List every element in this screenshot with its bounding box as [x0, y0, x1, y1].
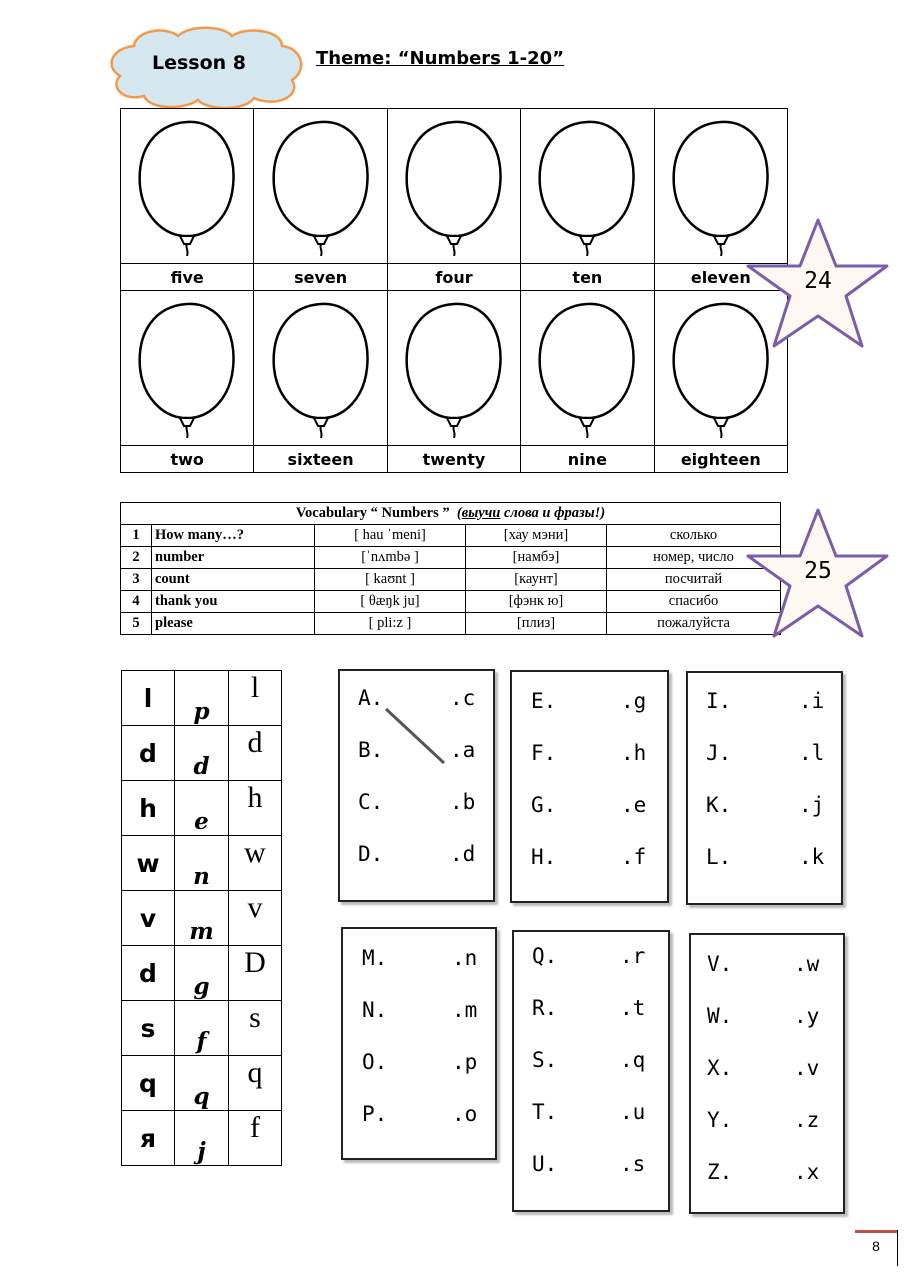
vocab-russian: спасибо: [607, 591, 781, 613]
match-pair: [707, 1108, 824, 1136]
letters-row: [122, 1056, 282, 1111]
letter-serif: l: [229, 671, 282, 726]
match-capital[interactable]: X.: [707, 1056, 733, 1080]
letter-script: g: [175, 946, 229, 1001]
match-capital[interactable]: R.: [532, 996, 558, 1020]
lesson-label: Lesson 8: [151, 52, 247, 74]
letters-row: [122, 671, 282, 726]
letter-print: d: [122, 946, 175, 1001]
letter-script: q: [175, 1056, 229, 1111]
vocab-english: thank you: [152, 591, 315, 613]
letter-print: v: [122, 891, 175, 946]
balloon-icon: [402, 298, 506, 438]
match-capital[interactable]: A.: [358, 686, 384, 710]
balloon-icon: [535, 116, 639, 256]
match-pair: [531, 793, 651, 821]
match-capital[interactable]: I.: [706, 689, 732, 713]
vocab-transliteration: [намбэ]: [466, 547, 607, 569]
balloon-label: two: [121, 446, 254, 473]
letters-row: [122, 836, 282, 891]
match-capital[interactable]: H.: [531, 845, 557, 869]
match-pair: [362, 998, 482, 1026]
balloon-cell[interactable]: [121, 109, 254, 264]
match-lowercase[interactable]: .f: [621, 845, 647, 869]
match-lowercase[interactable]: .z: [794, 1108, 820, 1132]
vocab-num: 2: [121, 547, 152, 569]
match-capital[interactable]: E.: [531, 689, 557, 713]
letter-serif: q: [229, 1056, 282, 1111]
letter-print: s: [122, 1001, 175, 1056]
balloon-cell[interactable]: [521, 291, 654, 446]
match-pair: [362, 1102, 482, 1130]
balloon-label: seven: [254, 264, 387, 291]
match-capital[interactable]: S.: [532, 1048, 558, 1072]
letters-row: [122, 781, 282, 836]
match-capital[interactable]: Y.: [707, 1108, 733, 1132]
letter-script: f: [175, 1001, 229, 1056]
match-capital[interactable]: B.: [358, 738, 384, 762]
match-lowercase[interactable]: .n: [452, 946, 478, 970]
vocabulary-title-ru-underlined: выучи: [461, 505, 501, 521]
letter-script: p: [175, 671, 229, 726]
match-lowercase[interactable]: .h: [621, 741, 647, 765]
vocab-num: 5: [121, 613, 152, 635]
match-capital[interactable]: N.: [362, 998, 388, 1022]
page-number: 8: [872, 1238, 880, 1254]
match-lowercase[interactable]: .k: [799, 845, 825, 869]
letter-serif: D: [229, 946, 282, 1001]
balloon-row: [121, 291, 788, 446]
match-lowercase[interactable]: .x: [794, 1160, 820, 1184]
match-capital[interactable]: Q.: [532, 944, 558, 968]
match-pair: [531, 689, 651, 717]
letter-script: n: [175, 836, 229, 891]
letter-print: d: [122, 726, 175, 781]
letter-script: m: [175, 891, 229, 946]
letter-print: я: [122, 1111, 175, 1166]
vocabulary-row: [121, 547, 781, 569]
match-lowercase[interactable]: .q: [620, 1048, 646, 1072]
match-lowercase[interactable]: .l: [799, 741, 825, 765]
vocab-ipa: [ pli:z ]: [315, 613, 466, 635]
match-pair: [358, 790, 480, 818]
match-lowercase[interactable]: .d: [450, 842, 476, 866]
match-pair: [707, 1056, 824, 1084]
letter-serif: f: [229, 1111, 282, 1166]
letters-row: [122, 891, 282, 946]
balloon-icon: [402, 116, 506, 256]
letters-row: [122, 1111, 282, 1166]
match-capital[interactable]: L.: [706, 845, 732, 869]
balloon-label: ten: [521, 264, 654, 291]
match-pair: [706, 845, 829, 873]
vocab-english: count: [152, 569, 315, 591]
letters-row: [122, 726, 282, 781]
match-lowercase[interactable]: .o: [452, 1102, 478, 1126]
letter-print: h: [122, 781, 175, 836]
letter-print: q: [122, 1056, 175, 1111]
match-capital[interactable]: M.: [362, 946, 388, 970]
balloon-table: [120, 108, 788, 473]
match-capital[interactable]: D.: [358, 842, 384, 866]
match-lowercase[interactable]: .m: [452, 998, 478, 1022]
letters-row: [122, 1001, 282, 1056]
vocabulary-row: [121, 591, 781, 613]
letter-print: w: [122, 836, 175, 891]
match-capital[interactable]: F.: [531, 741, 557, 765]
match-capital[interactable]: U.: [532, 1152, 558, 1176]
match-pair: [358, 842, 480, 870]
match-pair: [532, 1100, 650, 1128]
balloon-label: eighteen: [654, 446, 787, 473]
match-lowercase[interactable]: .y: [794, 1004, 820, 1028]
match-pair: [706, 689, 829, 717]
match-lowercase[interactable]: .c: [450, 686, 476, 710]
vocab-russian: номер, число: [607, 547, 781, 569]
vocab-russian: посчитай: [607, 569, 781, 591]
vocab-num: 4: [121, 591, 152, 613]
vocabulary-title: Vocabulary “ Numbers ” (выучи слова и фразы!): [121, 503, 781, 525]
match-pair: [532, 1048, 650, 1076]
vocab-ipa: [ˈnʌmbə ]: [315, 547, 466, 569]
match-pair: [532, 1152, 650, 1180]
vocab-ipa: [ hau ˈmeni]: [315, 525, 466, 547]
match-pair: [362, 1050, 482, 1078]
match-capital[interactable]: V.: [707, 952, 733, 976]
balloon-label: twenty: [387, 446, 520, 473]
balloon-row: [121, 109, 788, 264]
match-capital[interactable]: Z.: [707, 1160, 733, 1184]
balloon-label: four: [387, 264, 520, 291]
match-capital[interactable]: P.: [362, 1102, 388, 1126]
match-lowercase[interactable]: .v: [794, 1056, 820, 1080]
vocab-ipa: [ θæŋk ju]: [315, 591, 466, 613]
vocab-num: 1: [121, 525, 152, 547]
match-pair: [707, 952, 824, 980]
vocab-transliteration: [фэнк ю]: [466, 591, 607, 613]
match-pair: [532, 944, 650, 972]
match-capital[interactable]: W.: [707, 1004, 733, 1028]
balloon-label: eleven: [654, 264, 787, 291]
vocabulary-title-ru: слова и фразы!: [500, 505, 601, 521]
balloon-label-row: [121, 446, 788, 473]
letter-serif: v: [229, 891, 282, 946]
match-pair: [706, 741, 829, 769]
match-lowercase[interactable]: .a: [450, 738, 476, 762]
balloon-icon: [135, 116, 239, 256]
letters-table: [121, 670, 282, 1166]
balloon-cell[interactable]: [521, 109, 654, 264]
vocabulary-row: [121, 613, 781, 635]
letters-row: [122, 946, 282, 1001]
balloon-cell[interactable]: [387, 109, 520, 264]
letter-script: d: [175, 726, 229, 781]
page-number-rule: [897, 1230, 898, 1266]
match-lowercase[interactable]: .r: [620, 944, 646, 968]
balloon-cell[interactable]: [387, 291, 520, 446]
balloon-label: nine: [521, 446, 654, 473]
match-pair: [531, 845, 651, 873]
balloon-icon: [135, 298, 239, 438]
balloon-cell[interactable]: [254, 109, 387, 264]
match-lowercase[interactable]: .e: [621, 793, 647, 817]
vocab-transliteration: [каунт]: [466, 569, 607, 591]
match-capital[interactable]: C.: [358, 790, 384, 814]
match-lowercase[interactable]: .j: [799, 793, 825, 817]
match-pair: [358, 738, 480, 766]
balloon-label: sixteen: [254, 446, 387, 473]
match-lowercase[interactable]: .i: [799, 689, 825, 713]
letter-serif: w: [229, 836, 282, 891]
match-pair: [358, 686, 480, 714]
star-number: 25: [804, 558, 832, 584]
match-lowercase[interactable]: .t: [620, 996, 646, 1020]
letter-script: j: [175, 1111, 229, 1166]
match-lowercase[interactable]: .b: [450, 790, 476, 814]
match-capital[interactable]: T.: [532, 1100, 558, 1124]
vocab-ipa: [ kaʊnt ]: [315, 569, 466, 591]
letter-serif: h: [229, 781, 282, 836]
match-lowercase[interactable]: .s: [620, 1152, 646, 1176]
vocabulary-table: [120, 502, 781, 635]
letter-print: l: [122, 671, 175, 726]
letter-serif: s: [229, 1001, 282, 1056]
balloon-label-row: [121, 264, 788, 291]
vocab-english: How many…?: [152, 525, 315, 547]
match-pair: [707, 1004, 824, 1032]
match-capital[interactable]: G.: [531, 793, 557, 817]
match-capital[interactable]: J.: [706, 741, 732, 765]
letter-serif: d: [229, 726, 282, 781]
match-capital[interactable]: O.: [362, 1050, 388, 1074]
balloon-cell[interactable]: [254, 291, 387, 446]
vocab-transliteration: [хау мэни]: [466, 525, 607, 547]
match-lowercase[interactable]: .g: [621, 689, 647, 713]
match-pair: [531, 741, 651, 769]
match-pair: [706, 793, 829, 821]
vocab-english: number: [152, 547, 315, 569]
star-number: 24: [804, 268, 832, 294]
match-capital[interactable]: K.: [706, 793, 732, 817]
vocabulary-title-en: Vocabulary “ Numbers ”: [295, 505, 450, 521]
match-lowercase[interactable]: .w: [794, 952, 820, 976]
balloon-cell[interactable]: [121, 291, 254, 446]
match-lowercase[interactable]: .p: [452, 1050, 478, 1074]
match-lowercase[interactable]: .u: [620, 1100, 646, 1124]
vocab-english: please: [152, 613, 315, 635]
match-pair: [362, 946, 482, 974]
theme-title: Theme: “Numbers 1-20”: [316, 48, 565, 69]
balloon-icon: [269, 298, 373, 438]
vocab-russian: пожалуйста: [607, 613, 781, 635]
vocab-num: 3: [121, 569, 152, 591]
vocab-transliteration: [плиз]: [466, 613, 607, 635]
vocabulary-row: [121, 569, 781, 591]
balloon-icon: [269, 116, 373, 256]
match-pair: [707, 1160, 824, 1188]
vocabulary-row: [121, 525, 781, 547]
vocab-russian: сколько: [607, 525, 781, 547]
match-pair: [532, 996, 650, 1024]
balloon-label: five: [121, 264, 254, 291]
balloon-icon: [535, 298, 639, 438]
letter-script: e: [175, 781, 229, 836]
